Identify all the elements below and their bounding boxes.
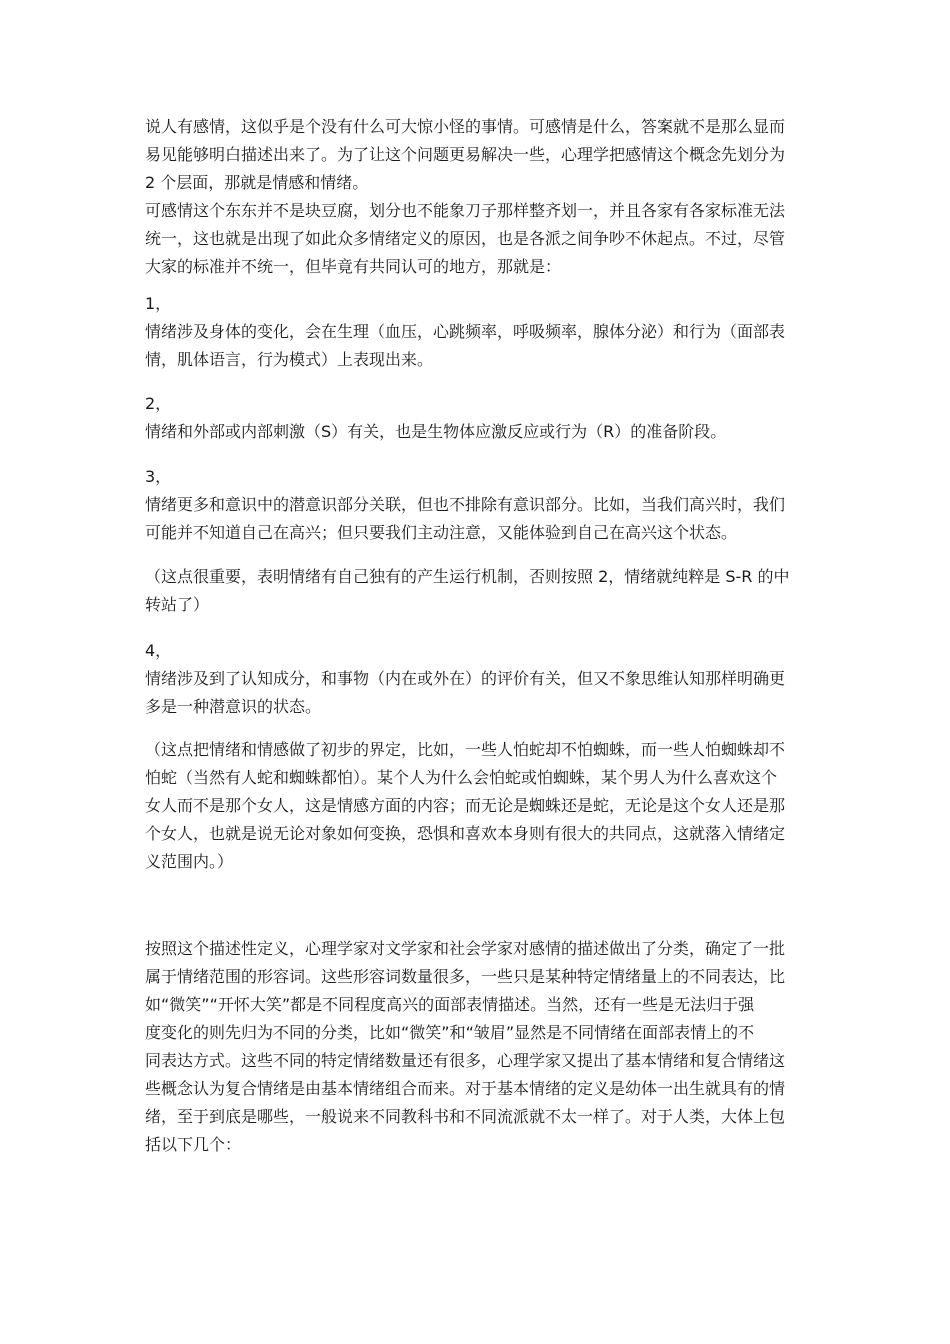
point-2: [145, 390, 815, 446]
text-line: 度变化的则先归为不同的分类，比如“微笑”和“皱眉”显然是不同情绪在面部表情上的不: [145, 1023, 755, 1042]
closing-paragraph: [145, 935, 815, 1159]
point-number: 3，: [145, 467, 172, 486]
text-line: 情，肌体语言，行为模式）上表现出来。: [145, 350, 434, 369]
text-line: 括以下几个：: [145, 1135, 242, 1154]
text-line: 按照这个描述性定义，心理学家对文学家和社会学家对感情的描述做出了分类，确定了一批: [145, 939, 786, 958]
text-line: 个女人，也就是说无论对象如何变换，恐惧和喜欢本身则有很大的共同点，这就落入情绪定: [145, 824, 786, 843]
text-line: 可感情这个东东并不是块豆腐，划分也不能象刀子那样整齐划一，并且各家有各家标准无法: [145, 201, 786, 220]
point-3: [145, 463, 815, 547]
text-line: 情绪更多和意识中的潜意识部分关联，但也不排除有意识部分。比如，当我们高兴时，我们: [145, 495, 786, 514]
text-line: （这点把情绪和情感做了初步的界定，比如，一些人怕蛇却不怕蜘蛛，而一些人怕蜘蛛却不: [145, 740, 786, 759]
text-line: 属于情绪范围的形容词。这些形容词数量很多，一些只是某种特定情绪量上的不同表达，比: [145, 967, 786, 986]
text-line: 易见能够明白描述出来了。为了让这个问题更易解决一些，心理学把感情这个概念先划分为: [145, 145, 786, 164]
text-line: 多是一种潜意识的状态。: [145, 697, 322, 716]
text-line: 绪，至于到底是哪些，一般说来不同教科书和不同流派就不太一样了。对于人类，大体上包: [145, 1107, 786, 1126]
text-line: 怕蛇（当然有人蛇和蜘蛛都怕）。某个人为什么会怕蛇或怕蜘蛛，某个男人为什么喜欢这个: [145, 768, 778, 787]
text-line: 同表达方式。这些不同的特定情绪数量还有很多，心理学家又提出了基本情绪和复合情绪这: [145, 1051, 786, 1070]
text-line: 女人而不是那个女人，这是情感方面的内容；而无论是蜘蛛还是蛇，无论是这个女人还是那: [145, 796, 786, 815]
text-line: 些概念认为复合情绪是由基本情绪组合而来。对于基本情绪的定义是幼体一出生就具有的情: [145, 1079, 786, 1098]
text-line: 情绪涉及身体的变化，会在生理（血压，心跳频率，呼吸频率，腺体分泌）和行为（面部表: [145, 322, 786, 341]
text-line: 可能并不知道自己在高兴；但只要我们主动注意，又能体验到自己在高兴这个状态。: [145, 523, 738, 542]
point-number: 1，: [145, 294, 172, 313]
text-line: （这点很重要，表明情绪有自己独有的产生运行机制，否则按照 2，情绪就纯粹是 S-R 的中: [145, 567, 790, 586]
text-line: 情绪涉及到了认知成分，和事物（内在或外在）的评价有关，但又不象思维认知那样明确更: [145, 669, 786, 688]
intro-paragraph: [145, 113, 815, 281]
text-line: 义范围内。）: [145, 852, 234, 871]
text-line: 大家的标准并不统一，但毕竟有共同认可的地方，那就是：: [145, 257, 562, 276]
text-line: 说人有感情，这似乎是个没有什么可大惊小怪的事情。可感情是什么，答案就不是那么显而: [145, 117, 786, 136]
point-number: 4，: [145, 641, 172, 660]
point-4: [145, 637, 815, 721]
text-line: 2 个层面，那就是情感和情绪。: [145, 173, 369, 192]
note-4: [145, 736, 815, 876]
text-line: 如“微笑”“开怀大笑”都是不同程度高兴的面部表情描述。当然，还有一些是无法归于强: [145, 995, 755, 1014]
point-1: [145, 290, 815, 374]
text-line: 情绪和外部或内部刺激（S）有关，也是生物体应激反应或行为（R）的准备阶段。: [145, 422, 727, 441]
note-3: [145, 563, 815, 619]
point-number: 2，: [145, 394, 172, 413]
text-line: 转站了）: [145, 595, 210, 614]
text-line: 统一，这也就是出现了如此众多情绪定义的原因，也是各派之间争吵不休起点。不过，尽管: [145, 229, 786, 248]
